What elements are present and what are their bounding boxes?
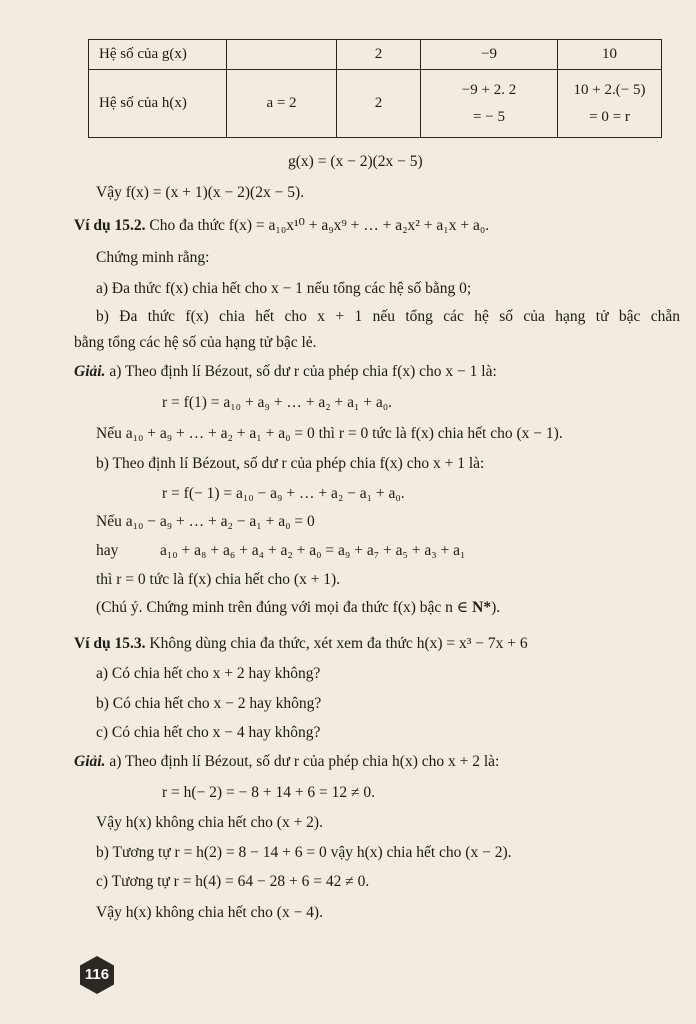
text-line: b) Theo định lí Bézout, số dư r của phép chia f(x) cho x + 1 là: <box>96 455 485 472</box>
text-line: a) Đa thức f(x) chia hết cho x − 1 nếu tổng các hệ số bằng 0; <box>96 280 472 297</box>
note-text-end: ). <box>491 599 501 616</box>
text-line: b) Tương tự r = h(2) = 8 − 14 + 6 = 0 vậy h(x) chia hết cho (x − 2). <box>96 844 512 861</box>
example-text: Không dùng chia đa thức, xét xem đa thức h(x) = x³ − 7x + 6 <box>145 635 528 652</box>
text-line: bằng tổng các hệ số của hạng tử bậc lẻ. <box>74 334 317 351</box>
text-line: c) Tương tự r = h(4) = 64 − 28 + 6 = 42 ≠ 0. <box>96 873 370 890</box>
table-cell: 2 <box>337 70 421 138</box>
text-line: c) Có chia hết cho x − 4 hay không? <box>96 724 321 741</box>
table-cell: −9 <box>421 40 558 70</box>
solution-label: Giải. <box>74 363 106 380</box>
equation-line: g(x) = (x − 2)(2x − 5) <box>288 153 423 170</box>
solution-line <box>74 362 497 382</box>
note-text: (Chú ý. Chứng minh trên đúng với mọi đa thức f(x) bậc n ∈ <box>96 599 473 616</box>
table-cell: 10 <box>558 40 662 70</box>
cell-line: −9 + 2. 2 <box>461 81 517 98</box>
text-line: hay <box>96 542 119 559</box>
table-cell: Hệ số của h(x) <box>89 70 227 138</box>
equation-line: r = h(− 2) = − 8 + 14 + 6 = 12 ≠ 0. <box>162 784 376 801</box>
example-label: Ví dụ 15.3. <box>74 635 146 652</box>
solution-label: Giải. <box>74 753 106 770</box>
example-label: Ví dụ 15.2. <box>74 217 146 234</box>
text-line: a) Có chia hết cho x + 2 hay không? <box>96 665 321 682</box>
text-line: b) Có chia hết cho x − 2 hay không? <box>96 695 322 712</box>
cell-line: = − 5 <box>473 108 505 125</box>
table-row <box>89 70 662 138</box>
table-cell: a = 2 <box>227 70 337 138</box>
natural-set-symbol: N* <box>472 599 492 616</box>
table-cell: Hệ số của g(x) <box>89 40 227 70</box>
text-line: thì r = 0 tức là f(x) chia hết cho (x + 1). <box>96 571 341 588</box>
table-cell: 2 <box>337 40 421 70</box>
text-line: Nếu a₁₀ − a₉ + … + a₂ − a₁ + a₀ = 0 <box>96 513 315 530</box>
text-line: Nếu a₁₀ + a₉ + … + a₂ + a₁ + a₀ = 0 thì r = 0 tức là f(x) chia hết cho (x − 1). <box>96 425 563 442</box>
cell-line: = 0 = r <box>589 108 630 125</box>
text-line: b) Đa thức f(x) chia hết cho x + 1 nếu tổng các hệ số của hạng tử bậc chẵn <box>96 308 680 325</box>
page-number-badge <box>77 955 117 995</box>
coefficient-table <box>88 39 662 138</box>
text-line: Vậy h(x) không chia hết cho (x + 2). <box>96 814 323 831</box>
example-line <box>74 216 489 236</box>
example-line <box>74 634 528 654</box>
solution-text: a) Theo định lí Bézout, số dư r của phép chia f(x) cho x − 1 là: <box>105 363 497 380</box>
solution-text: a) Theo định lí Bézout, số dư r của phép chia h(x) cho x + 2 là: <box>105 753 500 770</box>
equation-line: r = f(− 1) = a₁₀ − a₉ + … + a₂ − a₁ + a₀. <box>162 485 405 502</box>
equation-line: r = f(1) = a₁₀ + a₉ + … + a₂ + a₁ + a₀. <box>162 394 393 411</box>
text-line: Chứng minh rằng: <box>96 249 210 266</box>
example-text: Cho đa thức f(x) = a₁₀x¹⁰ + a₉x⁹ + … + a₂x² + a₁x + a₀. <box>145 217 490 234</box>
equation-line: a₁₀ + a₈ + a₆ + a₄ + a₂ + a₀ = a₉ + a₇ + a₅ + a₃ + a₁ <box>160 542 466 559</box>
solution-line <box>74 752 499 772</box>
table-cell <box>558 70 662 138</box>
text-line: Vậy h(x) không chia hết cho (x − 4). <box>96 904 323 921</box>
cell-line: 10 + 2.(− 5) <box>573 81 646 98</box>
table-cell <box>421 70 558 138</box>
text-line: Vậy f(x) = (x + 1)(x − 2)(2x − 5). <box>96 184 304 201</box>
table-row <box>89 40 662 70</box>
note-line <box>96 598 500 618</box>
page-number: 116 <box>84 966 110 983</box>
table-cell <box>227 40 337 70</box>
